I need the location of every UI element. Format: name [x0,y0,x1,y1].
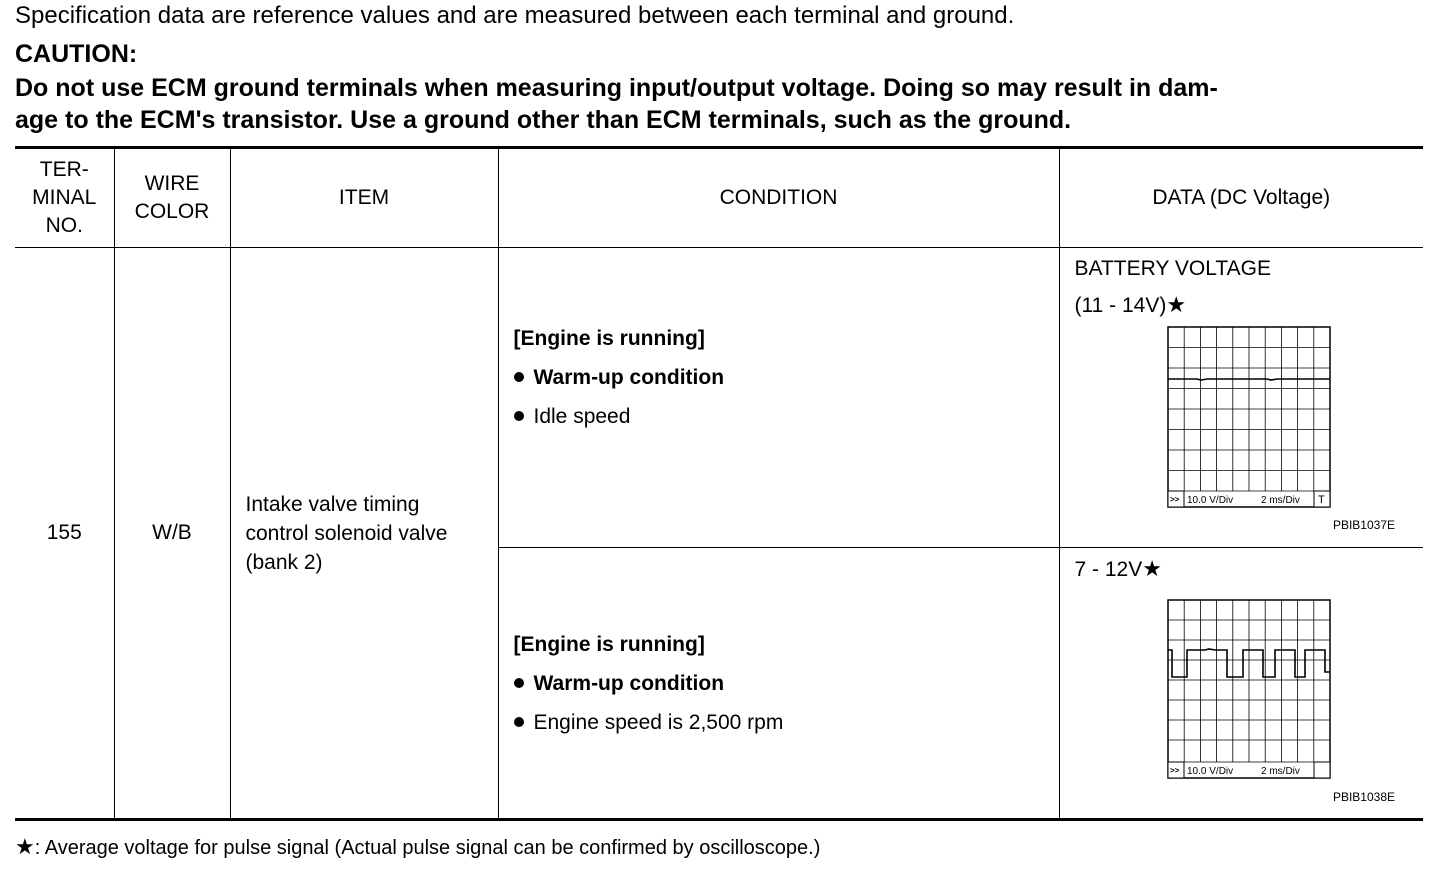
table-header-row [15,148,1423,248]
caution-text [15,72,1425,136]
bullet-icon [514,678,524,688]
data-idle [1059,248,1423,548]
footnote: ★: Average voltage for pulse signal (Actual pulse signal can be confirmed by oscilloscope.) [15,834,821,859]
header-condition: CONDITION [498,148,1059,248]
star-icon: ★ [15,834,35,859]
table-row [15,248,1423,548]
header-item: ITEM [230,148,498,248]
scope-scale-label: 10.0 V/Div [1186,495,1233,506]
caution-line-1: Do not use ECM ground terminals when measuring input/output voltage. Doing so may result in dam- [15,74,1218,102]
svg-text:>>: >> [1169,766,1179,775]
caution-heading: CAUTION: [15,40,138,68]
terminal-number: 155 [15,248,114,820]
bullet-icon [514,411,524,421]
condition-idle: [Engine is running] Warm-up condition Idle speed [498,248,1059,548]
scope-time-label: 2 ms/Div [1260,495,1300,506]
header-wire-color: WIRE COLOR [114,148,230,248]
bullet-icon [514,717,524,727]
scope-trigger-label: T [1317,494,1325,506]
header-data: DATA (DC Voltage) [1059,148,1423,248]
caution-line-2: age to the ECM's transistor. Use a ground other than ECM terminals, such as the ground. [15,106,1072,134]
scope-time-label: 2 ms/Div [1260,766,1300,777]
scope-scale-label: 10.0 V/Div [1186,766,1233,777]
item-description: Intake valve timing control solenoid valve (bank 2) [230,248,498,820]
data-label-2500rpm: 7 - 12V★ [1074,556,1162,581]
data-2500rpm [1059,548,1423,820]
star-icon: ★ [1166,292,1187,317]
oscilloscope-waveform-2500rpm [1167,599,1331,779]
data-label-idle: BATTERY VOLTAGE (11 - 14V)★ [1074,257,1271,317]
oscilloscope-waveform-idle [1167,326,1331,508]
star-icon: ★ [1142,556,1162,581]
intro-text: Specification data are reference values and are measured between each terminal and ground. [15,2,1015,29]
bullet-icon [514,372,524,382]
wire-color: W/B [114,248,230,820]
figure-code: PBIB1038E [1332,790,1395,804]
svg-text:>>: >> [1169,495,1179,504]
header-terminal-no: TER- MINAL NO. [15,148,114,248]
condition-2500rpm: [Engine is running] Warm-up condition Engine speed is 2,500 rpm [498,548,1059,820]
terminal-spec-table [15,146,1423,821]
figure-code: PBIB1037E [1332,518,1395,532]
